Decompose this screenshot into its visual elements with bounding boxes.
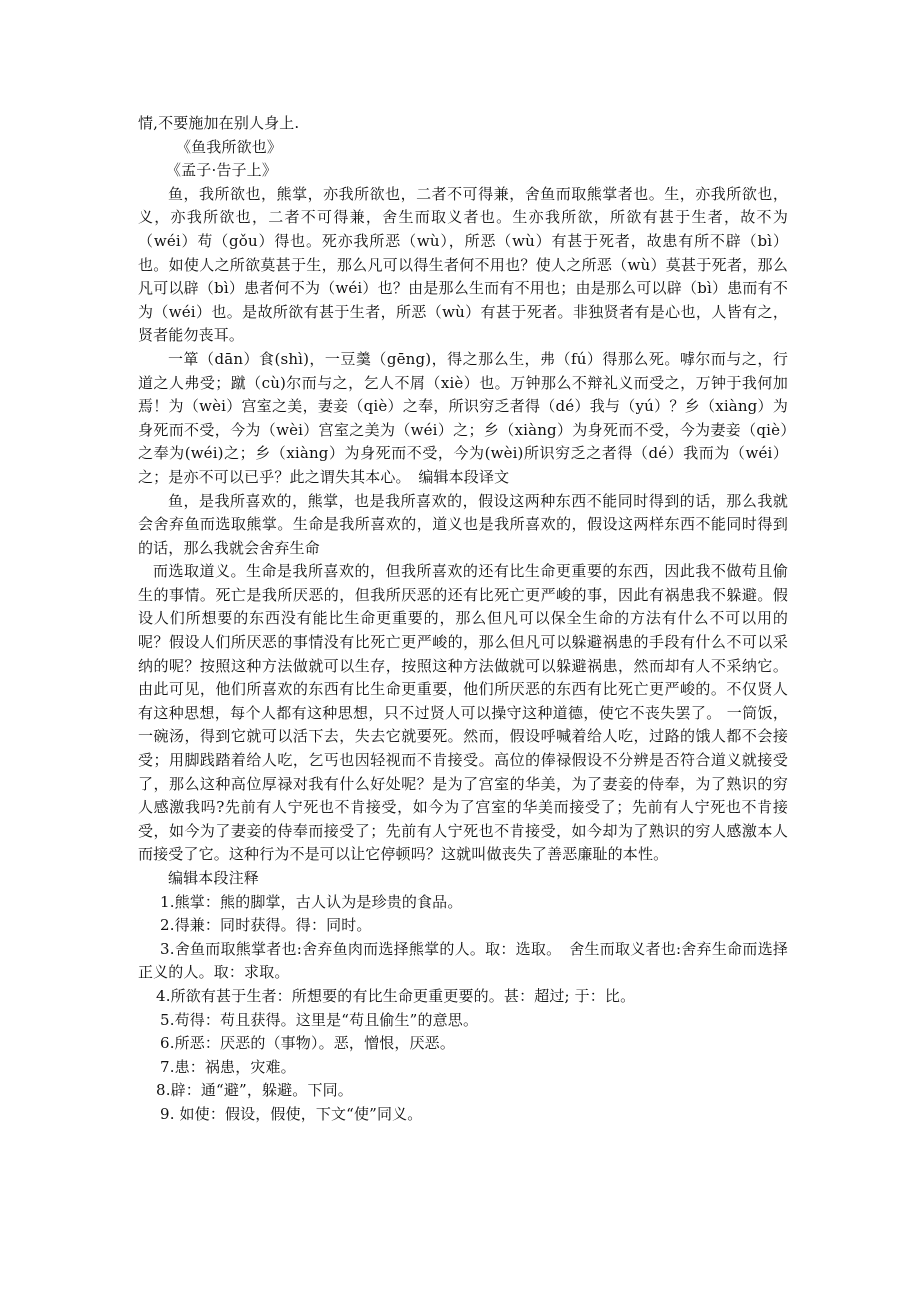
notes-heading: 编辑本段注释 xyxy=(168,869,259,887)
note-item: 3.舍鱼而取熊掌者也:舍弃鱼肉而选择熊掌的人。取：选取。 舍生而取义者也:舍弃生命而选择正义的人。取：求取。 xyxy=(138,939,788,982)
intro-line: 情,不要施加在别人身上. xyxy=(138,114,300,132)
note-item: 9. 如使：假设，假使，下文“使”同义。 xyxy=(160,1104,423,1123)
note-item: 4.所欲有甚于生者：所想要的有比生命更重更要的。甚：超过; 于：比。 xyxy=(156,986,636,1005)
note-item: 2.得兼：同时获得。得：同时。 xyxy=(160,916,372,935)
translation-paragraph: 而选取道义。生命是我所喜欢的，但我所喜欢的还有比生命更重要的东西，因此我不做苟且偷生的事情。死亡是我所厌恶的，但我所厌恶的还有比死亡更严峻的事，因此有祸患我不躲避。假设人们所想要的东西没有能比生命更重要的，那么但凡可以保全生命的方法有什么不可以用的呢？假设人们所厌恶的事情没有比死亡更严峻的，那么但凡可以躲避祸患的手段有什么不可以采纳的呢？按照这种方法做就可以生存，按照这种方法做就可以躲避祸患，然而却有人不采纳它。由此可见，他们所喜欢的东西有比生命更重要，他们所厌恶的东西有比死亡更严峻的。不仅贤人有这种思想，每个人都有这种思想，只不过贤人可以操守这种道德，使它不丧失罢了。 一筒饭，一碗汤，得到它就可以活下去，失去它就要死。然而，假设呼喊着给人吃，过路的饿人都不会接受；用脚践踏着给人吃，乞丐也因轻视而不肯接受。高位的俸禄假设不分辨是否符合道义就接受了，那么这种高位厚禄对我有什么好处呢？是为了宫室的华美，为了妻妾的侍奉，为了熟识的穷人感激我吗?先前有人宁死也不肯接受，如今为了宫室的华美而接受了；先前有人宁死也不肯接受，如今为了妻妾的侍奉而接受了；先前有人宁死也不肯接受，如今却为了熟识的穷人感激本人而接受了它。这种行为不是可以让它停顿吗？这就叫做丧失了善恶廉耻的本性。 xyxy=(138,562,788,864)
note-item: 8.辟：通“避”，躲避。下同。 xyxy=(156,1081,353,1100)
note-item: 1.熊掌：熊的脚掌，古人认为是珍贵的食品。 xyxy=(160,892,463,911)
note-item: 6.所恶：厌恶的（事物）。恶，憎恨，厌恶。 xyxy=(160,1034,455,1053)
document-body xyxy=(138,112,788,1127)
translation-paragraph: 鱼，是我所喜欢的，熊掌，也是我所喜欢的，假设这两种东西不能同时得到的话，那么我就会舍弃鱼而选取熊掌。生命是我所喜欢的，道义也是我所喜欢的，假设这两样东西不能同时得到的话，那么我就会舍弃生命 xyxy=(138,491,788,557)
original-text-paragraph: 鱼，我所欲也，熊掌，亦我所欲也，二者不可得兼，舍鱼而取熊掌者也。生，亦我所欲也，义，亦我所欲也，二者不可得兼，舍生而取义者也。生亦我所欲，所欲有甚于生者，故不为（wéi）苟（gǒu）得也。死亦我所恶（wù），所恶（wù）有甚于死者，故患有所不辟（bì）也。如使人之所欲莫甚于生，那么凡可以得生者何不用也？使人之所恶（wù）莫甚于死者，那么凡可以辟（bì）患者何不为（wéi）也？由是那么生而有不用也；由是那么可以辟（bì）患而有不为（wéi）也。是故所欲有甚于生者，所恶（wù）有甚于死者。非独贤者有是心也，人皆有之，贤者能勿丧耳。 xyxy=(138,184,788,345)
note-item: 5.苟得：苟且获得。这里是“苟且偷生”的意思。 xyxy=(160,1010,479,1029)
original-text-paragraph: 一箪（dān）食(shì)，一豆羹（gēng)，得之那么生，弗（fú）得那么死。嘑尔而与之，行道之人弗受；蹴（cù)尔而与之，乞人不屑（xiè）也。万钟那么不辩礼义而受之，万钟于我何加焉！为（wèi）宫室之美，妻妾（qiè）之奉，所识穷乏者得（dé）我与（yú）？乡（xiàng）为身死而不受，今为（wèi）宫室之美为（wéi）之；乡（xiàng）为身死而不受，今为妻妾（qiè）之奉为(wéi)之；乡（xiàng）为身死而不受，今为(wèi)所识穷乏之者得（dé）我而为（wéi）之；是亦不可以已乎？此之谓失其本心。 编辑本段译文 xyxy=(138,349,788,486)
document-title: 《鱼我所欲也》 xyxy=(176,137,283,156)
document-source: 《孟子·告子上》 xyxy=(166,161,277,180)
note-item: 7.患：祸患，灾难。 xyxy=(160,1057,296,1076)
